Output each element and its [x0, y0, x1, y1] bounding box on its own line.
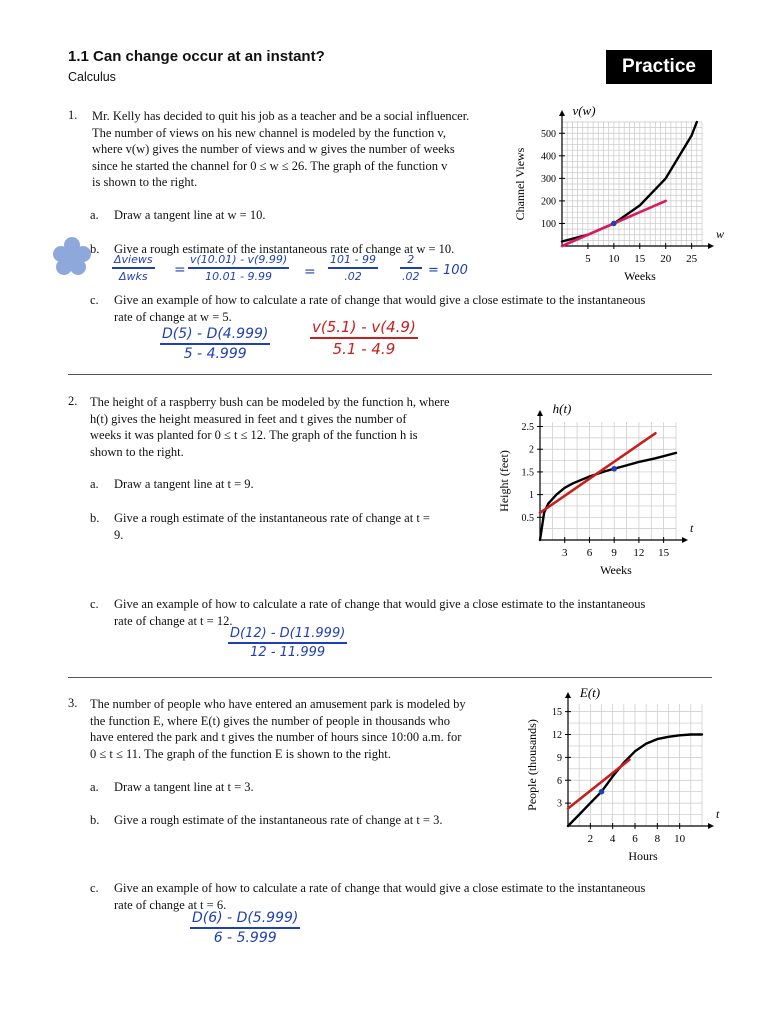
q2-line: h(t) gives the height measured in feet and t gives the number of	[90, 411, 407, 426]
x-tick-label: 25	[686, 253, 698, 265]
hw-q1b-result: = 100	[428, 263, 468, 278]
page-title: 1.1 Can change occur at an instant?	[68, 48, 325, 65]
q3-b-label: b.	[90, 813, 100, 827]
course-subtitle: Calculus	[68, 70, 116, 84]
hw-q1c-blue: D(5) - D(4.999) 5 - 4.999	[162, 326, 269, 362]
x-tick-label: 9	[611, 547, 617, 559]
q3-b-text: Give a rough estimate of the instantaneous rate of change at t = 3.	[114, 813, 443, 827]
y-axis-arrow	[565, 692, 571, 698]
y-tick-label: 200	[541, 196, 556, 208]
q2-b-text-1: Give a rough estimate of the instantaneous rate of change at t =	[114, 511, 430, 525]
chart-title: v(w)	[572, 103, 596, 118]
x-tick-label: 15	[658, 547, 670, 559]
y-axis-arrow	[559, 110, 565, 116]
y-tick-label: 3	[557, 798, 562, 810]
y-tick-label: 1.5	[521, 467, 534, 479]
y-tick-label: 9	[557, 752, 562, 764]
q2-stem	[90, 394, 450, 460]
x-axis-label: Weeks	[600, 563, 632, 577]
q3-a-text: Draw a tangent line at t = 3.	[114, 780, 254, 794]
y-tick-label: 1	[529, 490, 534, 502]
y-axis-label: Channel Views	[513, 147, 527, 221]
flower-doodle	[52, 236, 92, 276]
y-tick-label: 12	[552, 730, 562, 741]
q2-c-text-1: Give an example of how to calculate a rate of change that would give a close estimate to the instantaneous	[114, 597, 646, 611]
q3-number: 3.	[68, 696, 78, 710]
q1-line: is shown to the right.	[92, 175, 198, 189]
q2-b-label: b.	[90, 511, 100, 525]
x-tick-label: 20	[660, 253, 672, 265]
hw-q1b-eq1: =	[174, 262, 186, 278]
q1-number: 1.	[68, 108, 78, 122]
x-tick-label: 10	[608, 253, 620, 265]
x-axis-label: Weeks	[624, 269, 656, 283]
hw-q1b-frac4: 2 .02	[402, 253, 420, 283]
tangent-point	[611, 466, 617, 472]
x-axis-label: Hours	[628, 849, 658, 863]
hw-q1c-red: v(5.1) - v(4.9) 5.1 - 4.9	[312, 318, 416, 358]
y-tick-label: 0.5	[521, 512, 534, 524]
tangent-point	[611, 221, 617, 227]
y-tick-label: 500	[541, 128, 556, 140]
q2-line: weeks it was planted for 0 ≤ t ≤ 12. The graph of the function h is	[90, 428, 418, 442]
hw-q1b-frac1: Δviews Δwks	[114, 253, 153, 283]
x-tick-label: 12	[633, 547, 645, 559]
x-axis-arrow	[682, 537, 688, 543]
x-axis-arrow	[708, 823, 714, 829]
q1-a-label: a.	[90, 208, 99, 222]
q2-c-text-2: rate of change at t = 12.	[114, 613, 233, 628]
x-tick-label: 6	[632, 833, 638, 845]
x-tick-label: 4	[609, 833, 616, 845]
q3-c-label: c.	[90, 881, 99, 895]
x-axis-variable: w	[716, 227, 725, 241]
chart-title: h(t)	[552, 401, 572, 416]
q1-c-text-2: rate of change at w = 5.	[114, 309, 232, 324]
q2-a-text: Draw a tangent line at t = 9.	[114, 477, 254, 491]
q3-line: 0 ≤ t ≤ 11. The graph of the function E is shown to the right.	[90, 746, 391, 761]
x-axis-arrow	[708, 243, 714, 249]
hw-q3c: D(6) - D(5.999) 6 - 5.999	[192, 910, 299, 946]
hw-q1b-frac2: v(10.01) - v(9.99) 10.01 - 9.99	[190, 253, 288, 283]
q3-stem	[90, 696, 466, 762]
tangent-point	[599, 789, 605, 795]
q2-a-label: a.	[90, 477, 99, 491]
x-axis-variable: t	[690, 521, 694, 535]
q1-c-label: c.	[90, 293, 99, 307]
chart-title: E(t)	[579, 685, 601, 700]
x-tick-label: 6	[586, 547, 593, 559]
y-tick-label: 2.5	[521, 422, 534, 434]
q3-line: the function E, where E(t) gives the number of people in thousands who	[90, 713, 450, 728]
y-tick-label: 6	[557, 775, 562, 787]
x-tick-label: 2	[587, 833, 594, 845]
x-tick-label: 5	[585, 253, 591, 265]
x-tick-label: 3	[561, 547, 568, 559]
y-tick-label: 100	[541, 218, 556, 230]
y-tick-label: 400	[541, 151, 556, 163]
divider	[68, 677, 712, 678]
height-chart	[494, 398, 700, 584]
y-axis-label: People (thousands)	[525, 719, 539, 811]
q1-line: since he started the channel for 0 ≤ w ≤ 26. The graph of the function v	[92, 158, 448, 173]
q1-a-text: Draw a tangent line at w = 10.	[114, 208, 266, 222]
x-tick-label: 10	[674, 833, 686, 845]
x-tick-label: 15	[634, 253, 646, 265]
q1-stem	[92, 108, 469, 191]
q1-line: Mr. Kelly has decided to quit his job as a teacher and be a social influencer.	[92, 109, 470, 123]
tangent-line	[540, 433, 655, 513]
x-axis-variable: t	[716, 807, 720, 821]
views-chart	[510, 100, 725, 290]
divider	[68, 374, 712, 375]
x-tick-label: 8	[654, 833, 661, 845]
q1-b-label: b.	[90, 242, 100, 256]
y-axis-label: Height (feet)	[497, 450, 511, 512]
q1-b-text: Give a rough estimate of the instantaneous rate of change at w = 10.	[114, 242, 455, 256]
hw-q2c: D(12) - D(11.999) 12 - 11.999	[230, 626, 346, 660]
q2-number: 2.	[68, 394, 78, 408]
hw-q1b-frac3: 101 - 99 .02	[330, 253, 376, 283]
q3-a-label: a.	[90, 780, 99, 794]
q3-c-text-2: rate of change at t = 6.	[114, 897, 227, 912]
q3-line: The number of people who have entered an amusement park is modeled by	[90, 697, 466, 711]
y-tick-label: 2	[529, 444, 534, 456]
people-chart	[522, 682, 722, 870]
y-tick-label: 15	[552, 707, 562, 719]
hw-q1b-eq2: =	[304, 264, 316, 280]
y-axis-arrow	[537, 410, 543, 416]
q1-line: where v(w) gives the number of views and w gives the number of weeks	[92, 142, 455, 156]
q3-c-text-1: Give an example of how to calculate a rate of change that would give a close estimate to the instantaneous	[114, 881, 646, 895]
y-tick-label: 300	[541, 173, 556, 185]
tangent-line	[568, 760, 629, 809]
q2-line: shown to the right.	[90, 444, 184, 459]
practice-badge: Practice	[606, 50, 712, 84]
q1-line: The number of views on his new channel is modeled by the function v,	[92, 125, 446, 140]
q2-line: The height of a raspberry bush can be modeled by the function h, where	[90, 395, 450, 409]
q2-b-text-2: 9.	[114, 527, 124, 542]
q1-c-text-1: Give an example of how to calculate a rate of change that would give a close estimate to the instantaneous	[114, 293, 646, 307]
q2-c-label: c.	[90, 597, 99, 611]
q3-line: have entered the park and t gives the number of hours since 10:00 a.m. for	[90, 730, 462, 744]
